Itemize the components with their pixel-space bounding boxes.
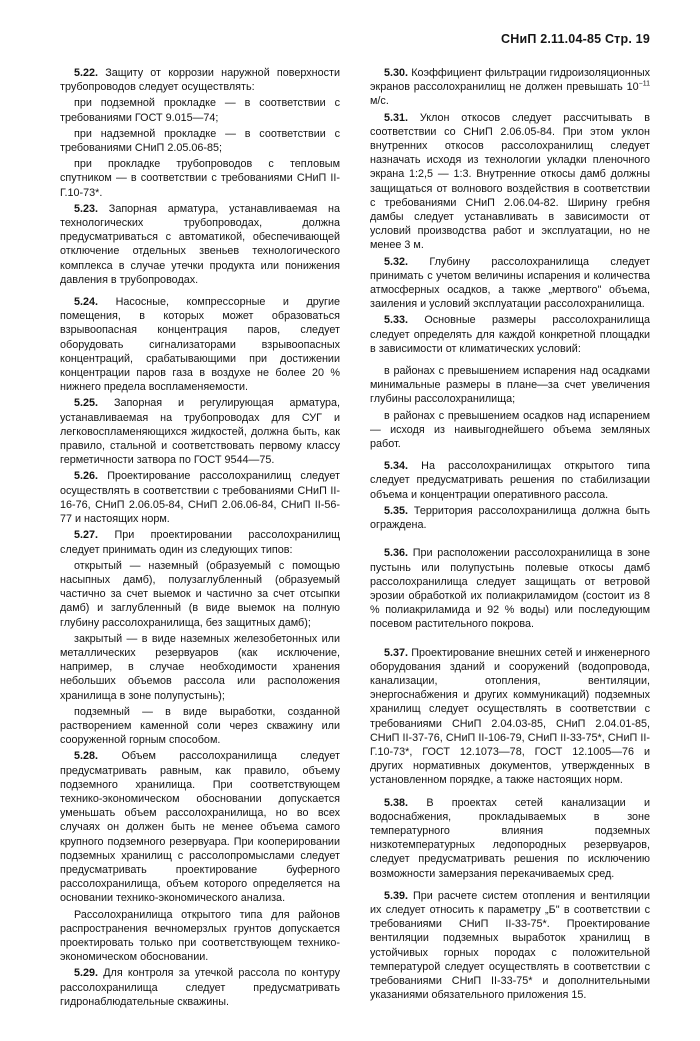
- exponent: −11: [638, 80, 650, 88]
- paragraph-text: Уклон откосов следует рассчитывать в соответствии со СНиП 2.06.05-84. При этом уклон внутренних откосов рассолохранилищ следует назначать исходя из технологии укладки пленочного экрана 1:2,5 — 1:3. Внутренние откосы дамб должны защищаться от волнового воздействия в соответствии с требованиями СНиП 2.06.04-82. Ширину гребня дамбы следует устанавливать в зависимости от условий производства работ и эксплуатации, но не менее 3 м.: [370, 111, 651, 252]
- paragraph: [60, 96, 340, 124]
- paragraph-text: Запорная и регулирующая арматура, устанавливаемая на трубопроводах для СУГ и легковоспламеняющихся жидкостей, должна быть, как правило, стальной и соответствовать первому классу герметичности затвора по ГОСТ 9544—75.: [60, 397, 341, 467]
- clause-number: 5.35.: [384, 504, 409, 517]
- paragraph-text: открытый — наземный (образуемый с помощью насыпных дамб), полузаглубленный (образуемый частично за счет выемок и частично за счет отсыпки дамб) и заглубленный (в виде выемок на полную глубину рассолохранилища, без защитных дамб);: [60, 559, 340, 629]
- paragraph-text: При расположении рассолохранилища в зоне пустынь или полупустынь полевые откосы дамб рассолохранилища следует защищать от ветровой эрозии обработкой их полиакриламидом (состоит из 8 % полиакриламида и 92 % воды) или последующим посевом растительного покрова.: [370, 547, 651, 631]
- clause-number: 5.25.: [74, 397, 99, 410]
- paragraph-text: Для контроля за утечкой рассола по контуру рассолохранилища следует предусматривать гидронаблюдательные скважины.: [60, 967, 340, 1008]
- clause-number: 5.28.: [74, 750, 99, 763]
- paragraph-text: в районах с превышением испарения над осадками минимальные размеры в плане—за счет увеличения глубины рассолохранилища;: [370, 365, 650, 406]
- clause-number: 5.39.: [384, 889, 409, 902]
- clause-number: 5.34.: [384, 460, 409, 473]
- paragraph: [60, 528, 340, 556]
- paragraph-text: при надземной прокладке — в соответствии с требованиями СНиП 2.05.06-85;: [60, 127, 340, 155]
- paragraph: [370, 646, 650, 788]
- clause-number: 5.36.: [384, 547, 409, 560]
- paragraph-text: При расчете систем отопления и вентиляции их следует относить к параметру „Б" в соответствии с требованиями СНиП II-33-75*. Проектирование вентиляции подземных выработок хранилищ в устойчивых горных породах с положительной температурой следует осуществлять в соответствии с требованиями СНиП II-33-75* и дополнительными указаниями обязательного приложения 15.: [370, 889, 650, 1002]
- paragraph-text: При проектировании рассолохранилищ следует принимать один из следующих типов:: [60, 529, 341, 556]
- paragraph-text: В проектах сетей канализации и водоснабжения, прокладываемых в зоне температурного влияния подземных низкотемпературных ледопородных резервуаров, следует предусматривать решения по исключению возможности замерзания перекачиваемых сред.: [370, 796, 650, 880]
- unit-text: м/с.: [370, 95, 389, 108]
- paragraph: [370, 504, 650, 532]
- paragraph: [370, 546, 650, 631]
- paragraph: [370, 255, 650, 312]
- paragraph-text: закрытый — в виде наземных железобетонных или металлических резервуаров (как исключение, например, в случае необходимости хранения небольших объемов рассола или расположения хранилища в зоне полупустынь);: [60, 632, 340, 702]
- clause-number: 5.31.: [384, 111, 409, 124]
- paragraph: [60, 157, 340, 200]
- clause-number: 5.29.: [74, 967, 99, 980]
- paragraph: [60, 295, 340, 394]
- paragraph: [60, 469, 340, 526]
- paragraph: [60, 966, 340, 1009]
- paragraph: [60, 66, 340, 94]
- paragraph-text: Объем рассолохранилища следует предусматривать равным, как правило, объему подземного хранилища. При соответствующем технико-экономическом обосновании допускается уменьшать объем рассолохранилища, но во всех случаях он должен быть не менее объема самого крупного подземного резервуара. При кооперировании подземных хранилищ с рассолопромыслами следует предусматривать проектирование буферного рассолохранилища, объем которого определяется на основании технико-экономического анализа.: [60, 750, 341, 905]
- page-header: СНиП 2.11.04-85 Стр. 19: [501, 32, 650, 46]
- paragraph-text: Основные размеры рассолохранилища следует определять для каждой конкретной площадки в зависимости от климатических условий:: [370, 314, 650, 355]
- paragraph-text: Проектирование внешних сетей и инженерного оборудования зданий и сооружений (водопровода, канализации, отопления, вентиляции, энергоснабжения и других коммуникаций) подземных хранилищ следует осуществлять в соответствии с требованиями СНиП 2.04.03-85, СНиП 2.04.01-85, СНиП II-37-76, СНиП II-106-79, СНиП II-33-75*, СНиП II-Г.10-73*, ГОСТ 12.1073—78, ГОСТ 12.1005—76 и других нормативных документов, утвержденных в установленном порядке, а также настоящих норм.: [370, 646, 651, 787]
- clause-number: 5.22.: [74, 67, 99, 79]
- clause-number: 5.26.: [74, 470, 99, 483]
- clause-number: 5.30.: [384, 67, 409, 79]
- paragraph-text: Территория рассолохранилища должна быть ограждена.: [370, 504, 651, 532]
- paragraph-text: в районах с превышением осадков над испарением — исходя из наивыгоднейшего объема земляных работ.: [370, 409, 650, 451]
- paragraph: [370, 66, 650, 109]
- paragraph: [370, 409, 650, 452]
- paragraph: [370, 459, 650, 502]
- paragraph: [370, 889, 650, 1003]
- paragraph: [60, 396, 340, 467]
- paragraph: [60, 202, 340, 287]
- clause-number: 5.37.: [384, 646, 409, 659]
- paragraph-text: Насосные, компрессорные и другие помещения, в которых может образоваться взрывоопасная концентрация паров, следует оборудовать сигнализаторами взрывоопасных концентраций, срабатывающими при достижении концентрации паров газа в воздухе не более 20 % нижнего предела воспламеняемости.: [60, 296, 341, 394]
- paragraph: [60, 705, 340, 748]
- clause-number: 5.32.: [384, 255, 409, 268]
- paragraph: [370, 364, 650, 407]
- clause-number: 5.38.: [384, 796, 409, 809]
- paragraph-text: Рассолохранилища открытого типа для районов распространения вечномерзлых грунтов допускается проектировать только при соответствующем технико-экономическом обосновании.: [60, 908, 340, 964]
- clause-number: 5.24.: [74, 296, 99, 309]
- paragraph: [60, 908, 340, 965]
- right-column: [370, 64, 650, 1002]
- paragraph-text: подземный — в виде выработки, созданной растворением каменной соли через скважину или сооруженной горным способом.: [60, 705, 340, 747]
- clause-number: 5.27.: [74, 529, 99, 542]
- paragraph: [60, 749, 340, 905]
- paragraph-text: при подземной прокладке — в соответствии с требованиями ГОСТ 9.015—74;: [60, 97, 340, 124]
- left-column: [60, 64, 340, 1009]
- paragraph: [60, 127, 340, 155]
- paragraph-text: Проектирование рассолохранилищ следует осуществлять в соответствии с требованиями СНиП II-16-76, СНиП 2.06.05-84, СНиП 2.06.06-84, СНиП II-56-77 и настоящих норм.: [60, 470, 340, 526]
- paragraph: [370, 796, 650, 881]
- paragraph: [370, 111, 650, 253]
- paragraph-text: Коэффициент фильтрации гидроизоляционных экранов рассолохранилищ не должен превышать 10: [370, 67, 650, 94]
- paragraph: [370, 313, 650, 356]
- paragraph-text: Глубину рассолохранилища следует принимать с учетом величины испарения и количества атмосферных осадков, а также „мертвого" объема, заиления и условий эксплуатации рассолохранилища.: [370, 255, 651, 311]
- paragraph: [60, 559, 340, 630]
- clause-number: 5.23.: [74, 202, 99, 215]
- paragraph-text: Защиту от коррозии наружной поверхности трубопроводов следует осуществлять:: [60, 67, 340, 94]
- paragraph: [60, 632, 340, 703]
- paragraph-text: при прокладке трубопроводов с тепловым спутником — в соответствии с требованиями СНиП II-Г.10-73*.: [60, 158, 340, 199]
- paragraph-text: Запорная арматура, устанавливаемая на технологических трубопроводах, должна предусматриваться с автоматикой, обеспечивающей отключение отдельных звеньев технологического комплекса в случае утечки продукта или понижения давления в трубопроводах.: [60, 202, 341, 286]
- clause-number: 5.33.: [384, 314, 409, 327]
- paragraph-text: На рассолохранилищах открытого типа следует предусматривать решения по стабилизации объема и концентрации оперативного рассола.: [370, 460, 650, 501]
